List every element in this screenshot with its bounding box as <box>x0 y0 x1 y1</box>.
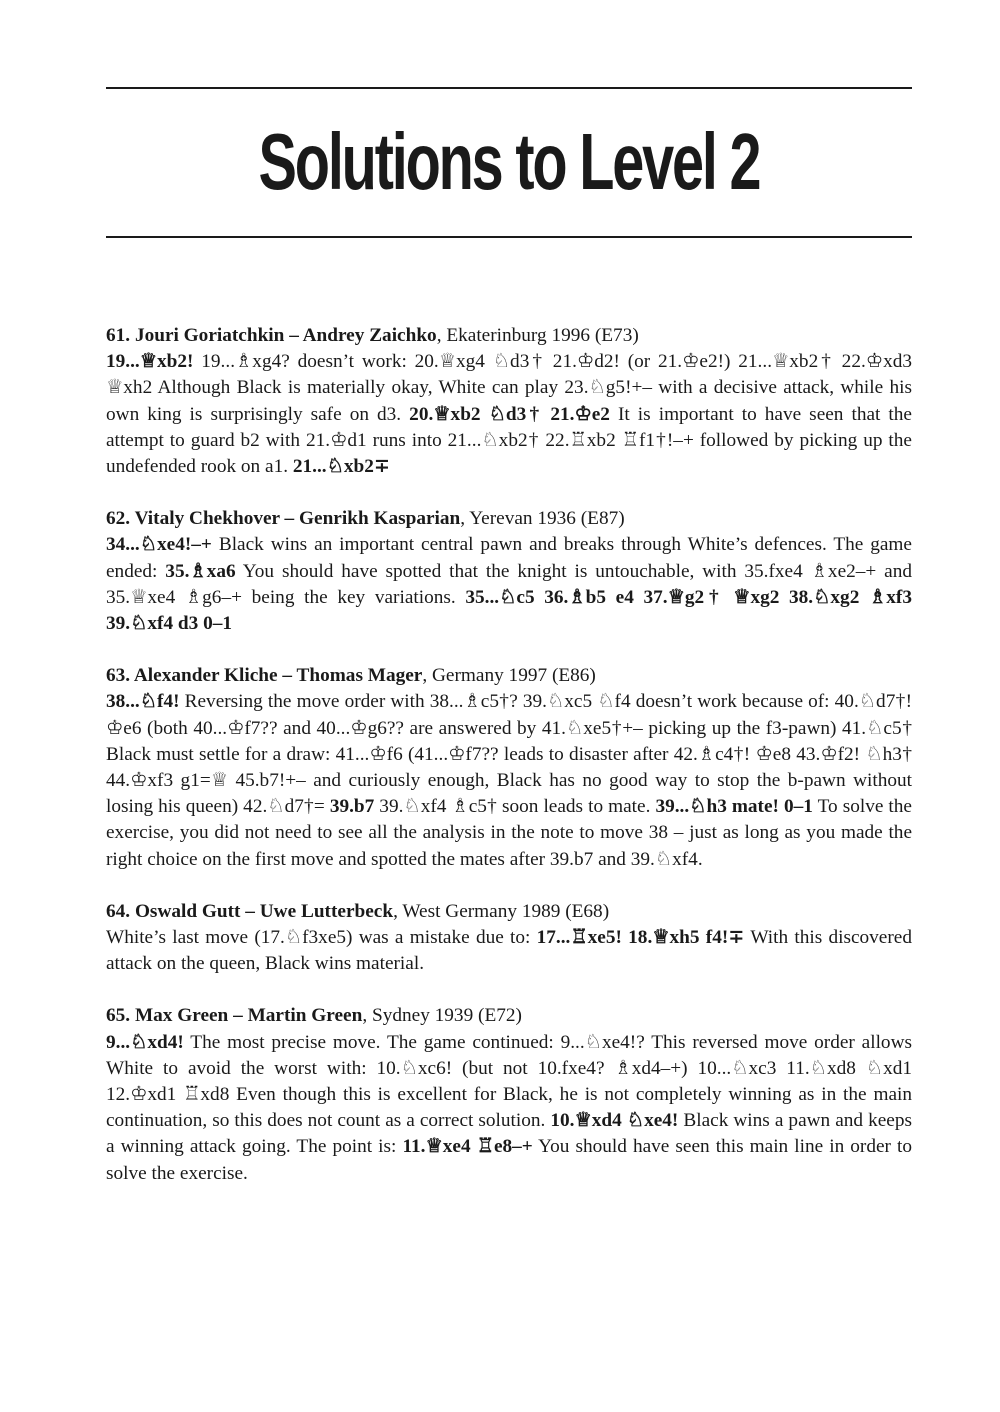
solution-heading <box>106 899 912 925</box>
game-event: , Yerevan 1936 (E87) <box>460 508 625 530</box>
move-sequence: 35.♗xa6 <box>165 560 236 582</box>
commentary-text: You should have spotted that the knight is untouchable, with 35.fxe4 ♗xe2–+ and 35.♕xe4 ♗g6–+ being the key variations. <box>106 560 913 608</box>
game-players <box>106 901 393 922</box>
solution-entry <box>106 899 912 978</box>
move-sequence: 38...♘f4! <box>106 691 180 713</box>
move-sequence: 9...♘xd4! <box>106 1031 184 1053</box>
solution-entry <box>106 1003 912 1186</box>
players-names: Vitaly Chekhover – Genrikh Kasparian <box>134 508 461 530</box>
solution-heading <box>106 663 912 689</box>
game-players <box>106 665 422 686</box>
solution-heading <box>106 1003 912 1029</box>
solution-text <box>106 1030 912 1187</box>
solution-text <box>106 925 912 977</box>
commentary-text: Reversing the move order with 38...♗c5†? 39.♘xc5 ♘f4 doesn’t work because of: 40.♘d7†! ♔e6 (both 40...♔f7?? and 40...♔g6?? are answered by 41.♘xe5†+– picking up the f3-pawn) 41.♘c5† Black must settle for a draw: 41...♔f6 (41...♔f7?? leads to disaster after 42.♗c4†! ♔e8 43.♔f2! ♘h3† 44.♔xf3 g1=♕ 45.b7!+– and curiously enough, Black has no good way to stop the b-pawn without losing his queen) 42.♘d7†= <box>106 691 912 818</box>
commentary-text: You should have seen this main line in order to solve the exercise. <box>106 1136 913 1184</box>
move-sequence: 17...♖xe5! 18.♕xh5 f4!∓ <box>536 927 745 949</box>
move-sequence: 10.♕xd4 ♘xe4! <box>550 1110 679 1132</box>
solution-entry <box>106 323 912 480</box>
game-event: , Sydney 1939 (E72) <box>362 1005 522 1027</box>
move-sequence: 39.b7 <box>329 796 375 818</box>
players-names: Alexander Kliche – Thomas Mager <box>133 665 423 687</box>
move-sequence: 34...♘xe4!–+ <box>106 534 212 556</box>
commentary-text: 39.♘xf4 ♗c5† soon leads to mate. <box>374 796 656 818</box>
commentary-text: Black wins an important central pawn and breaks through White’s defences. The game ended: <box>106 534 912 582</box>
move-sequence: 39...♘h3 mate! 0–1 <box>655 796 813 818</box>
move-sequence: 19...♕xb2! <box>106 351 194 373</box>
commentary-text: It is important to have seen that the attempt to guard b2 with 21.♔d1 runs into 21...♘xb2† 22.♖xb2 ♖f1†!–+ followed by picking up the undefended rook on a1. <box>106 403 912 478</box>
game-players <box>106 325 437 346</box>
move-sequence: 21...♘xb2∓ <box>292 456 391 478</box>
game-players <box>106 508 460 529</box>
commentary-text: With this discovered attack on the queen, Black wins material. <box>106 927 912 975</box>
game-event: , Ekaterinburg 1996 (E73) <box>436 325 639 346</box>
game-players <box>106 1005 362 1026</box>
bottom-rule <box>106 236 912 238</box>
solutions-list <box>106 323 912 1213</box>
solution-text <box>106 689 912 872</box>
solution-heading <box>106 323 912 349</box>
game-event: , West Germany 1989 (E68) <box>393 900 610 922</box>
top-rule <box>106 87 912 89</box>
exercise-number: 61. <box>106 325 131 346</box>
solution-entry <box>106 663 912 873</box>
solution-text <box>106 349 912 480</box>
commentary-text: Black wins a pawn and keeps a winning attack going. The point is: <box>106 1110 912 1158</box>
players-names: Max Green – Martin Green <box>134 1005 363 1027</box>
commentary-text: To solve the exercise, you did not need to see all the analysis in the note to move 38 – just as long as you made the right choice on the first move and spotted the mates after 39.b7 and 39.♘xf4. <box>106 796 912 870</box>
move-sequence: 20.♕xb2 ♘d3† 21.♔e2 <box>409 403 610 425</box>
exercise-number: 62. <box>106 508 131 530</box>
exercise-number: 64. <box>106 900 131 922</box>
commentary-text: The most precise move. The game continued: 9...♘xe4!? This reversed move order allows White to avoid the worst with: 10.♘xc6! (but not 10.fxe4? ♗xd4–+) 10...♘xc3 11.♘xd8 ♘xd1 12.♔xd1 ♖xd8 Even though this is excellent for Black, he is not completely winning as in the main continuation, so this does not count as a correct solution. <box>106 1031 912 1132</box>
move-sequence: 35...♘c5 36.♗b5 e4 37.♕g2† ♕xg2 38.♘xg2 ♗xf3 39.♘xf4 d3 0–1 <box>106 586 912 635</box>
exercise-number: 65. <box>106 1005 131 1027</box>
game-event: , Germany 1997 (E86) <box>422 665 596 687</box>
solution-text <box>106 532 912 637</box>
solution-entry <box>106 506 912 637</box>
commentary-text: 19...♗xg4? doesn’t work: 20.♕xg4 ♘d3† 21.♔d2! (or 21.♔e2!) 21...♕xb2† 22.♔xd3 ♕xh2 Although Black is materially okay, White can play 23.♘g5!+– with a decisive attack, while his own king is surprisingly safe on d3. <box>106 351 912 425</box>
page-title: Solutions to Level 2 <box>258 117 760 206</box>
players-names: Oswald Gutt – Uwe Lutterbeck <box>134 900 394 922</box>
commentary-text: White’s last move (17.♘f3xe5) was a mistake due to: <box>106 927 537 949</box>
players-names: Jouri Goriatchkin – Andrey Zaichko <box>134 325 437 346</box>
move-sequence: 11.♕xe4 ♖e8–+ <box>402 1136 533 1158</box>
exercise-number: 63. <box>106 665 131 687</box>
solution-heading <box>106 506 912 532</box>
